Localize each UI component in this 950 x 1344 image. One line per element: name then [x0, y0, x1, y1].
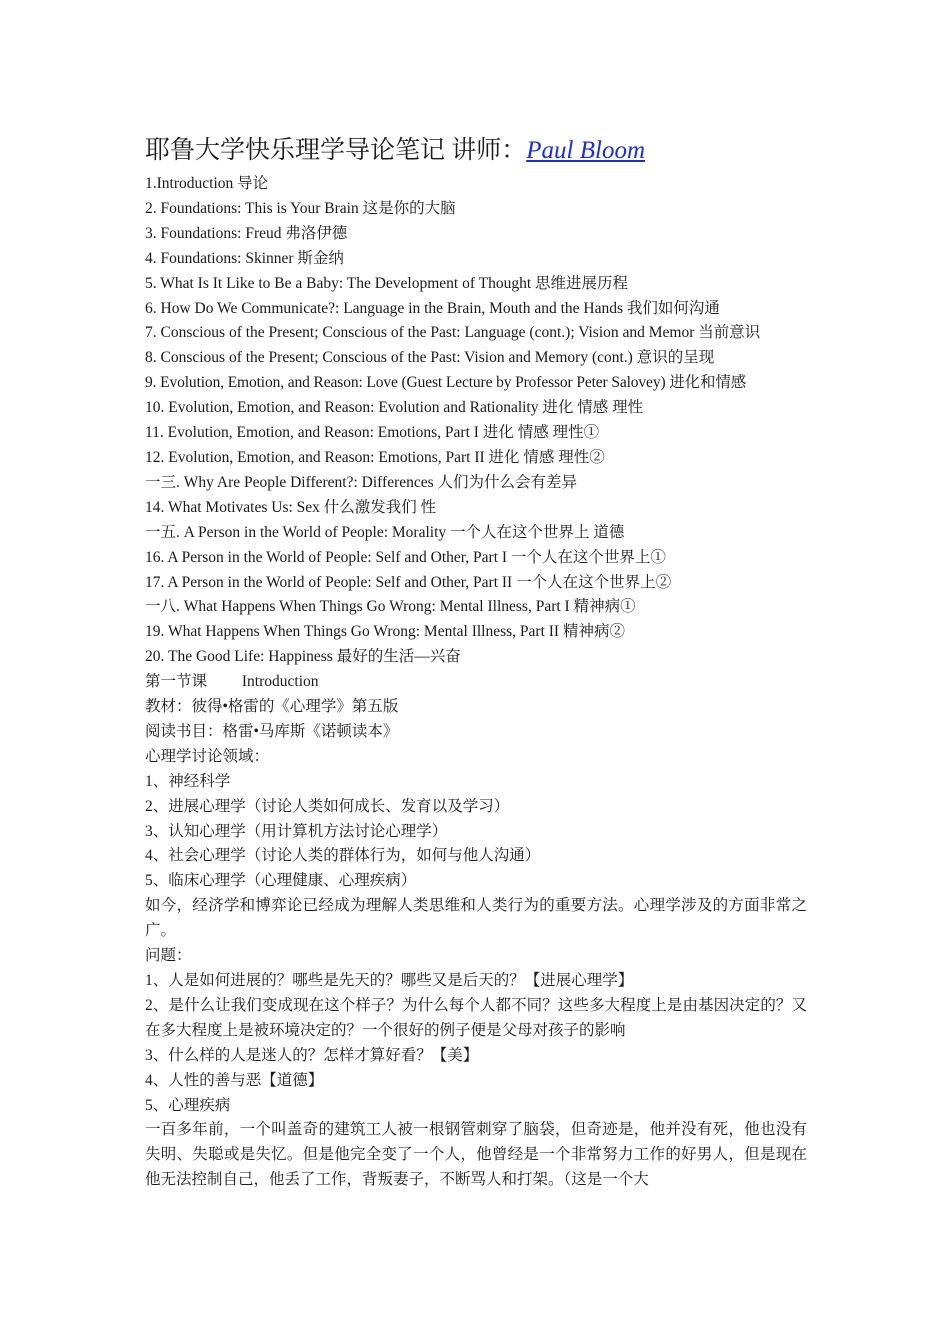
toc-item-20: 20. The Good Life: Happiness 最好的生活—兴奋	[145, 648, 461, 666]
field-item-1: 1、神经科学	[145, 772, 231, 790]
toc-item-12: 12. Evolution, Emotion, and Reason: Emotions, Part II 进化 情感 理性②	[145, 448, 605, 466]
toc-item-8: 8. Conscious of the Present; Conscious of the Past: Vision and Memory (cont.) 意识的呈现	[145, 349, 715, 367]
toc-item-7: 7. Conscious of the Present; Conscious of the Past: Language (cont.); Vision and Memor 当前意识	[145, 324, 761, 342]
question-item-1: 1、人是如何进展的？哪些是先天的？哪些又是后天的？【进展心理学】	[145, 972, 634, 989]
textbook-line: 教材：彼得•格雷的《心理学》第五版	[145, 698, 399, 716]
toc-item-1: 1.Introduction 导论	[145, 175, 269, 192]
field-item-5: 5、临床心理学（心理健康、心理疾病）	[145, 872, 417, 890]
field-item-4: 4、社会心理学（讨论人类的群体行为，如何与他人沟通）	[145, 847, 541, 865]
toc-item-15: 一五. A Person in the World of People: Morality 一个人在这个世界上 道德	[145, 523, 625, 541]
lesson-heading: 第一节课 Introduction	[145, 673, 319, 691]
toc-item-4: 4. Foundations: Skinner 斯金纳	[145, 249, 344, 267]
toc-item-14: 14. What Motivates Us: Sex 什么激发我们 性	[145, 498, 437, 516]
question-item-2: 2、是什么让我们变成现在这个样子？为什么每个人都不同？这些多大程度上是由基因决定的？又在多大程度上是被环境决定的？一个很好的例子便是父母对孩子的影响	[145, 996, 807, 1039]
fields-heading: 心理学讨论领域：	[145, 747, 270, 765]
toc-item-5: 5. What Is It Like to Be a Baby: The Development of Thought 思维进展历程	[145, 274, 629, 292]
toc-item-19: 19. What Happens When Things Go Wrong: Mental Illness, Part II 精神病②	[145, 623, 625, 641]
title-text: 耶鲁大学快乐理学导论笔记 讲师：	[145, 137, 527, 164]
toc-item-3: 3. Foundations: Freud 弗洛伊德	[145, 224, 348, 242]
paragraph-gage-story: 一百多年前，一个叫盖奇的建筑工人被一根钢管刺穿了脑袋，但奇迹是，他并没有死，他也没有失明、失聪或是失忆。但是他完全变了一个人，他曾经是一个非常努力工作的好男人，但是现在他无法控制自己，他丢了工作，背叛妻子，不断骂人和打架。（这是一个大	[145, 1121, 807, 1189]
toc-item-17: 17. A Person in the World of People: Self and Other, Part II 一个人在这个世界上②	[145, 573, 672, 591]
document-page	[145, 132, 807, 1193]
toc-item-13: 一三. Why Are People Different?: Differences 人们为什么会有差异	[145, 473, 578, 491]
toc-item-11: 11. Evolution, Emotion, and Reason: Emotions, Part I 进化 情感 理性①	[145, 424, 600, 442]
question-item-3: 3、什么样的人是迷人的？怎样才算好看？【美】	[145, 1046, 479, 1064]
paragraph-economics: 如今，经济学和博弈论已经成为理解人类思维和人类行为的重要方法。心理学涉及的方面非常之广。	[145, 897, 807, 940]
toc-item-18: 一八. What Happens When Things Go Wrong: Mental Illness, Part I 精神病①	[145, 598, 636, 616]
toc-item-6: 6. How Do We Communicate?: Language in the Brain, Mouth and the Hands 我们如何沟通	[145, 299, 720, 317]
toc-item-10: 10. Evolution, Emotion, and Reason: Evolution and Rationality 进化 情感 理性	[145, 399, 644, 417]
field-item-2: 2、进展心理学（讨论人类如何成长、发育以及学习）	[145, 797, 510, 815]
question-item-4: 4、人性的善与恶【道德】	[145, 1071, 324, 1089]
field-item-3: 3、认知心理学（用计算机方法讨论心理学）	[145, 822, 448, 840]
document-title	[145, 132, 807, 170]
toc-item-9: 9. Evolution, Emotion, and Reason: Love (Guest Lecture by Professor Peter Salovey) 进化和情感	[145, 374, 747, 392]
questions-heading: 问题：	[145, 947, 192, 965]
lecturer-link[interactable]: Paul Bloom	[526, 137, 646, 164]
toc-item-2: 2. Foundations: This is Your Brain 这是你的大脑	[145, 199, 456, 217]
toc-item-16: 16. A Person in the World of People: Self and Other, Part I 一个人在这个世界上①	[145, 548, 666, 566]
reading-list-line: 阅读书目：格雷•马库斯《诺顿读本》	[145, 722, 399, 740]
question-item-5: 5、心理疾病	[145, 1096, 231, 1114]
